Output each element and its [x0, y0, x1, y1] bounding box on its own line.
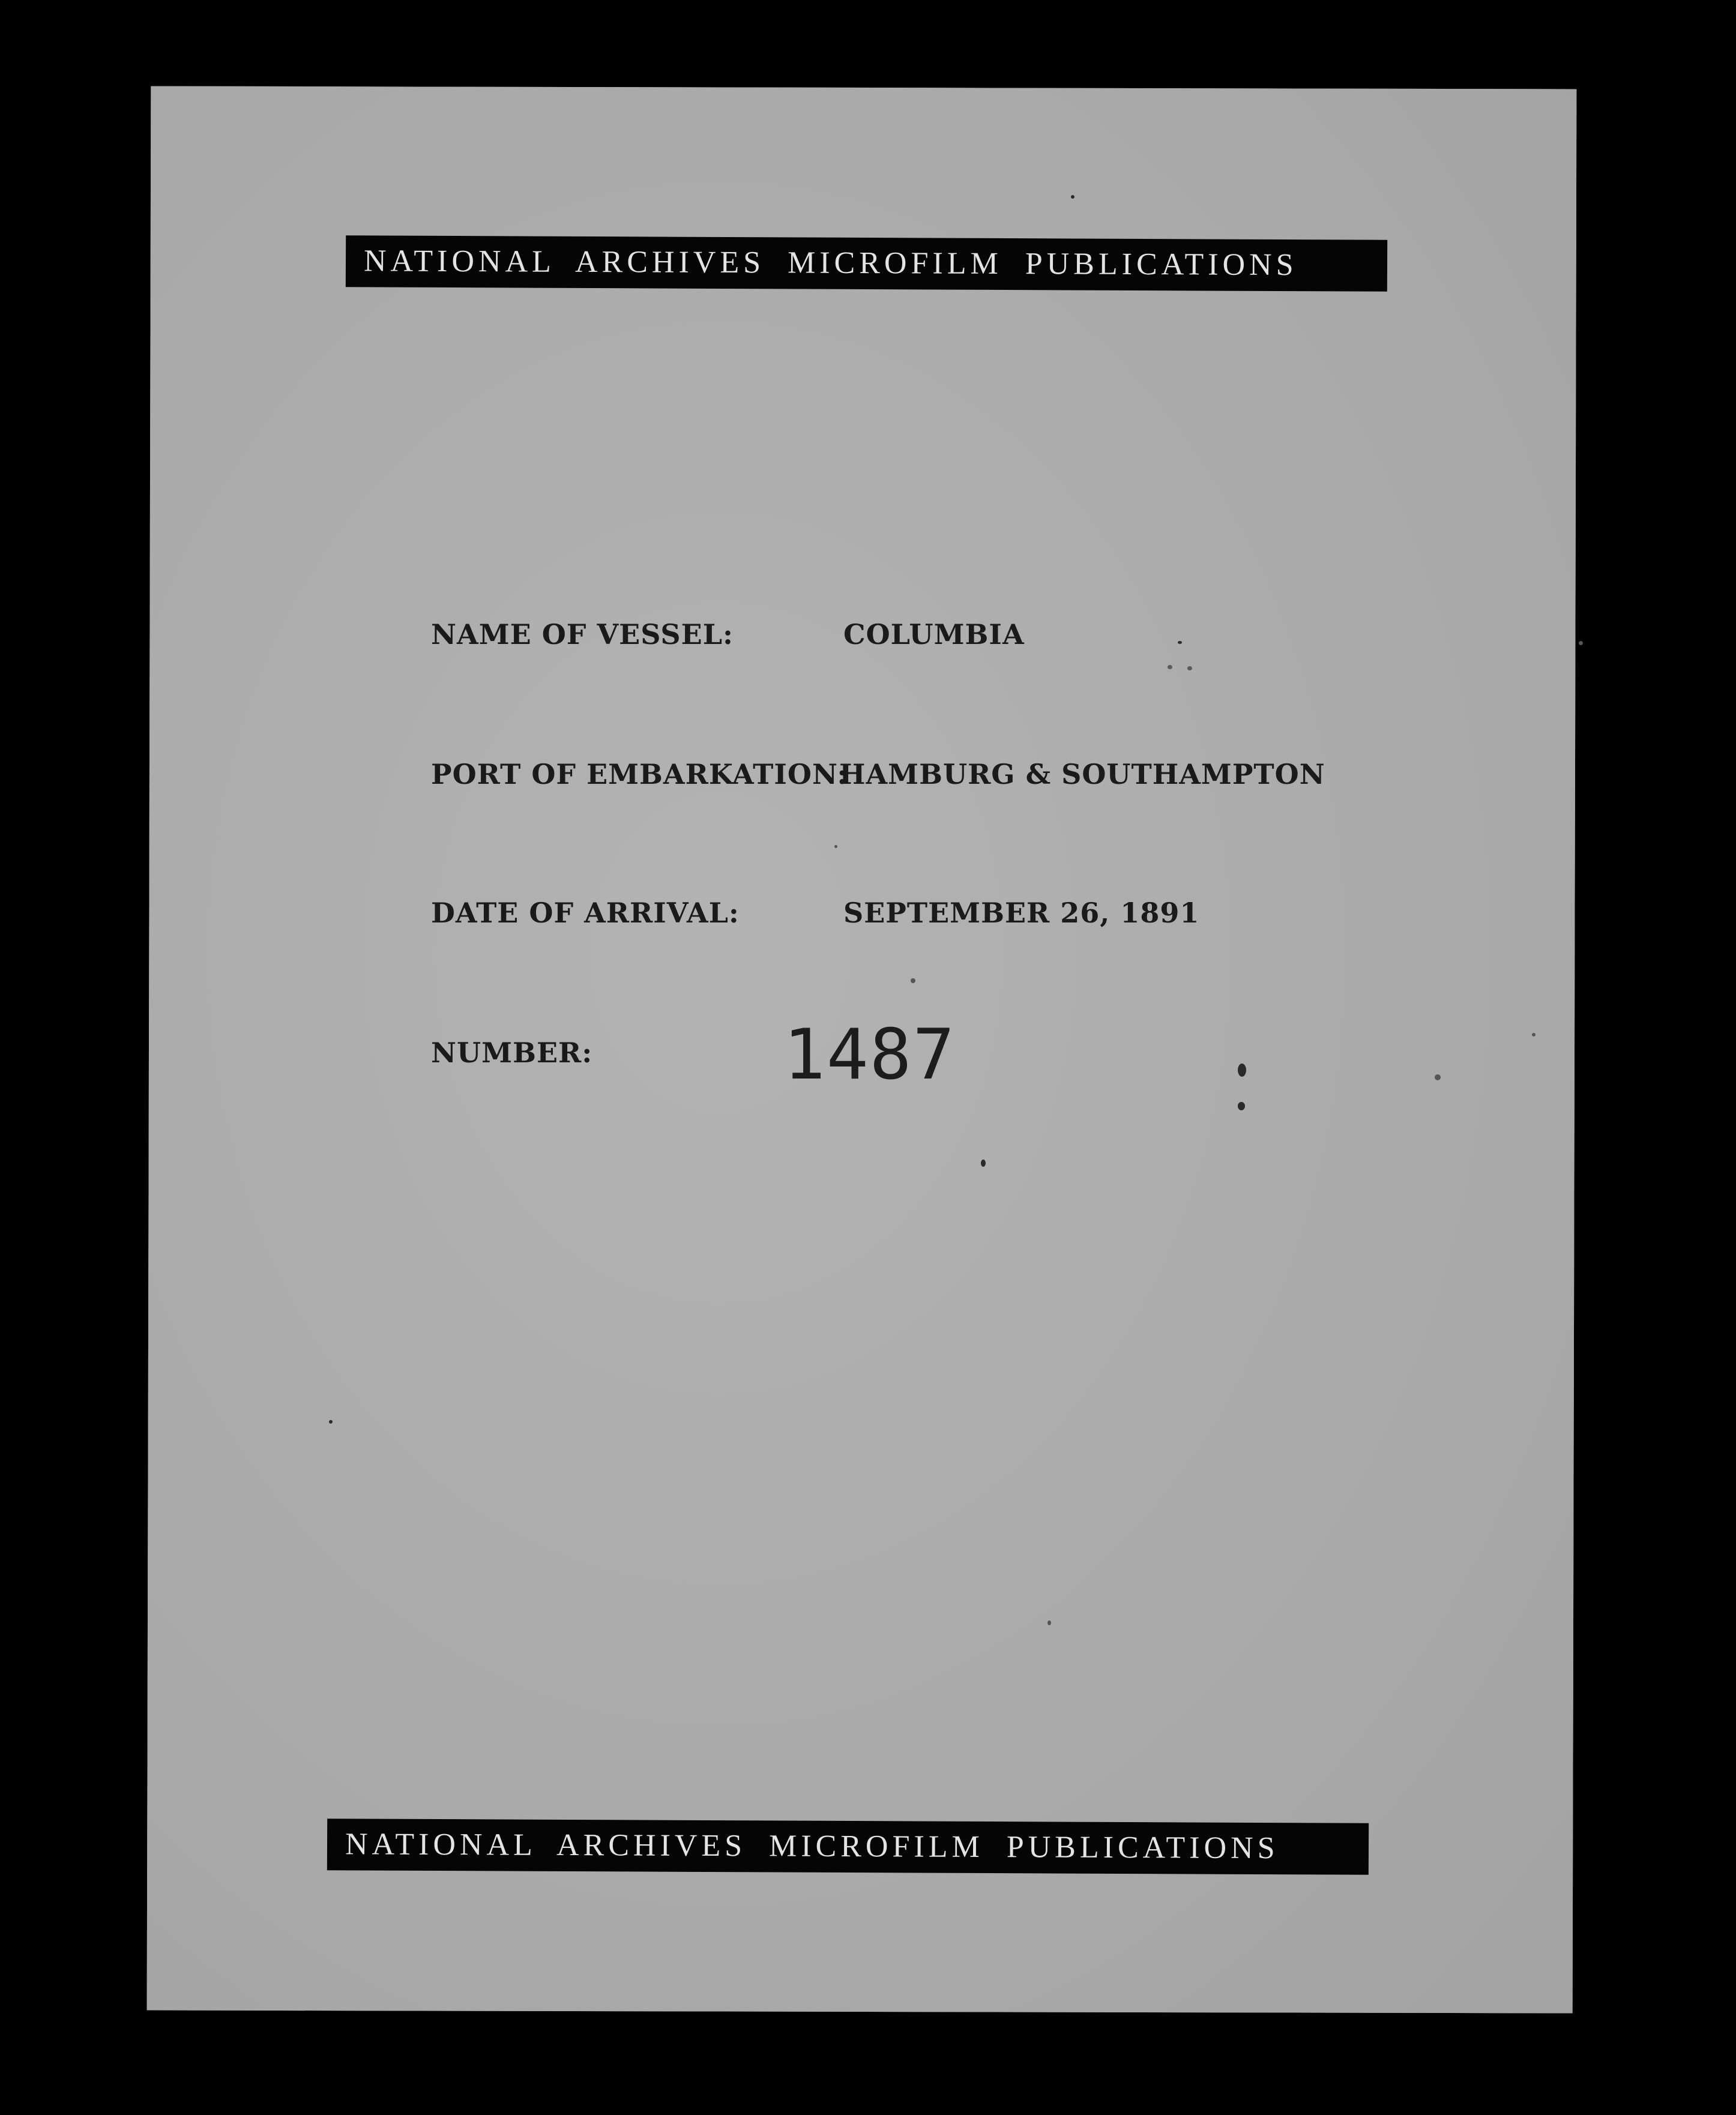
dust-speck [1238, 1064, 1246, 1077]
dust-speck [911, 978, 915, 983]
dust-speck [1435, 1074, 1441, 1080]
dust-speck [981, 1160, 986, 1167]
dust-speck [834, 845, 837, 848]
dust-speck [1238, 1102, 1245, 1110]
vessel-label: NAME OF VESSEL: [431, 618, 734, 651]
dust-speck [1187, 666, 1192, 670]
footer-banner: NATIONAL ARCHIVES MICROFILM PUBLICATIONS [327, 1819, 1369, 1875]
dust-speck [1532, 1033, 1536, 1036]
dust-speck [1047, 1620, 1051, 1625]
dust-speck [1178, 641, 1182, 644]
dust-speck [1071, 195, 1074, 199]
dust-speck [329, 1420, 333, 1424]
number-label: NUMBER: [431, 1036, 593, 1069]
arrival-value: SEPTEMBER 26, 1891 [843, 897, 1200, 929]
header-banner: NATIONAL ARCHIVES MICROFILM PUBLICATIONS [346, 235, 1387, 292]
port-label: PORT OF EMBARKATION: [431, 758, 848, 790]
number-value: 1487 [783, 1014, 956, 1095]
dust-speck [1168, 665, 1172, 669]
arrival-label: DATE OF ARRIVAL: [431, 897, 740, 929]
port-value: HAMBURG & SOUTHAMPTON [839, 758, 1325, 790]
dust-speck [1579, 641, 1583, 645]
vessel-value: COLUMBIA [843, 618, 1025, 651]
